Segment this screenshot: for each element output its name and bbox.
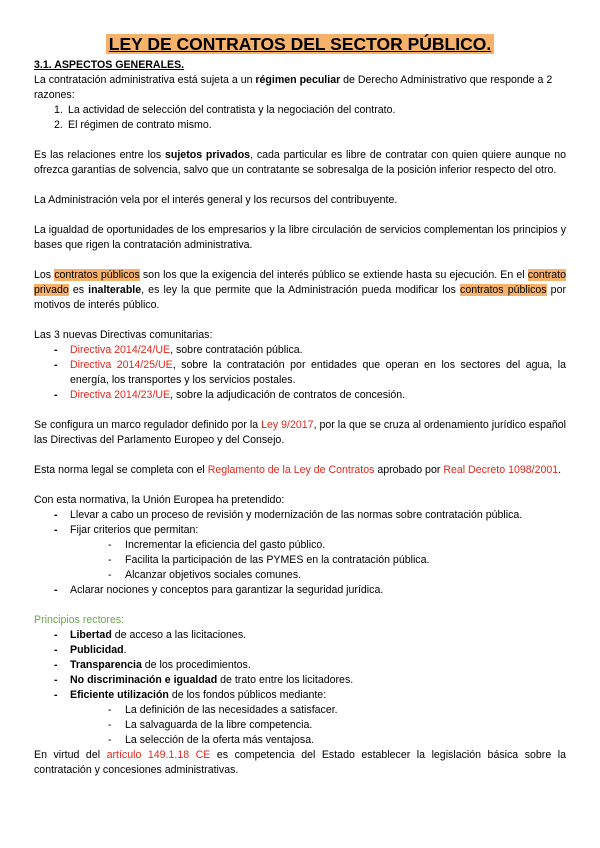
article-reference: artículo 149.1.18 CE (106, 749, 211, 761)
administration-paragraph: La Administración vela por el interés general y los recursos del contribuyente. (34, 194, 398, 206)
list-item: - No discriminación e igualdad de trato entre los licitadores. (54, 674, 354, 686)
document-page (34, 34, 566, 778)
list-item: - Facilita la participación de las PYMES en la contratación pública. (108, 554, 430, 566)
public-contracts-paragraph: Los contratos públicos son los que la exigencia del interés público se extiende hasta su ejecución. En el contrato privado es inalterable, es ley la que permite que la Administración pueda modificar los contratos públicos por motivos de interés público. (34, 269, 566, 311)
private-subjects-paragraph: Es las relaciones entre los sujetos privados, cada particular es libre de contratar con quien quiere aunque no ofrezca garantías de solvencia, salvo que un contratante se sobresalga de la posición inferior respecto del otro. (34, 149, 566, 176)
principles-list (34, 628, 566, 748)
directive-reference: Directiva 2014/23/UE (70, 389, 171, 401)
list-item: - La salvaguarda de la libre competencia. (108, 719, 313, 731)
intro-paragraph: La contratación administrativa está sujeta a un régimen peculiar de Derecho Administrativo que responde a 2 razones: (34, 74, 553, 101)
decree-reference: Real Decreto 1098/2001 (443, 464, 559, 476)
highlight: contrato privado (34, 269, 566, 296)
list-item: - Incrementar la eficiencia del gasto público. (108, 539, 326, 551)
principles-heading: Principios rectores: (34, 614, 125, 626)
list-item: - Aclarar nociones y conceptos para garantizar la seguridad jurídica. (54, 584, 384, 596)
document-title: LEY DE CONTRATOS DEL SECTOR PÚBLICO. (34, 34, 566, 54)
list-item: 2. El régimen de contrato mismo. (54, 119, 212, 131)
article-paragraph: En virtud del artículo 149.1.18 CE es competencia del Estado establecer la legislación básica sobre la contratación y concesiones administrativas. (34, 749, 566, 776)
regulation-paragraph: Esta norma legal se completa con el Reglamento de la Ley de Contratos aprobado por Real Decreto 1098/2001. (34, 464, 562, 476)
law-reference: Ley 9/2017 (261, 419, 314, 431)
directives-intro: Las 3 nuevas Directivas comunitarias: (34, 329, 213, 341)
eu-goals-list (34, 508, 566, 598)
regulation-reference: Reglamento de la Ley de Contratos (207, 464, 375, 476)
highlight: contratos públicos (54, 269, 140, 281)
equality-paragraph: La igualdad de oportunidades de los empresarios y la libre circulación de servicios complementan los principios y bases que rigen la contratación administrativa. (34, 224, 566, 251)
section-heading: 3.1. ASPECTOS GENERALES. (34, 59, 185, 71)
list-item: 1. La actividad de selección del contratista y la negociación del contrato. (54, 104, 396, 116)
list-item: - Directiva 2014/24/UE, sobre contratación pública. (54, 344, 303, 356)
list-item: - Directiva 2014/23/UE, sobre la adjudicación de contratos de concesión. (54, 389, 406, 401)
highlight: contratos públicos (460, 284, 547, 296)
directive-reference: Directiva 2014/24/UE (70, 344, 171, 356)
list-item: - Libertad de acceso a las licitaciones. (54, 629, 247, 641)
efficiency-sublist (70, 703, 566, 748)
list-item: - Transparencia de los procedimientos. (54, 659, 251, 671)
list-item: - Fijar criterios que permitan: - Incrementar la eficiencia del gasto público. - Facilita la participación de las PYMES en la contratación pública. - Alcanzar objetivos sociales comunes. (54, 523, 566, 583)
list-item: - La selección de la oferta más ventajosa. (108, 734, 315, 746)
reasons-list (34, 103, 566, 133)
criteria-sublist (70, 538, 566, 583)
law-paragraph: Se configura un marco regulador definido por la Ley 9/2017, por la que se cruza al ordenamiento jurídico español las Directivas del Parlamento Europeo y del Consejo. (34, 419, 566, 446)
list-item: - Publicidad. (54, 644, 127, 656)
eu-intro: Con esta normativa, la Unión Europea ha pretendido: (34, 494, 285, 506)
directives-list (34, 343, 566, 403)
list-item: - Alcanzar objetivos sociales comunes. (108, 569, 302, 581)
list-item: - Llevar a cabo un proceso de revisión y modernización de las normas sobre contratación pública. (54, 509, 523, 521)
list-item: - Directiva 2014/25/UE, sobre la contratación por entidades que operan en los sectores del agua, la energía, los transportes y los servicios postales. (54, 359, 566, 386)
list-item: - Eficiente utilización de los fondos públicos mediante: - La definición de las necesidades a satisfacer. - La salvaguarda de la libre competencia. - La selección de la oferta más ventajosa. (54, 688, 566, 748)
list-item: - La definición de las necesidades a satisfacer. (108, 704, 338, 716)
directive-reference: Directiva 2014/25/UE (70, 359, 173, 371)
